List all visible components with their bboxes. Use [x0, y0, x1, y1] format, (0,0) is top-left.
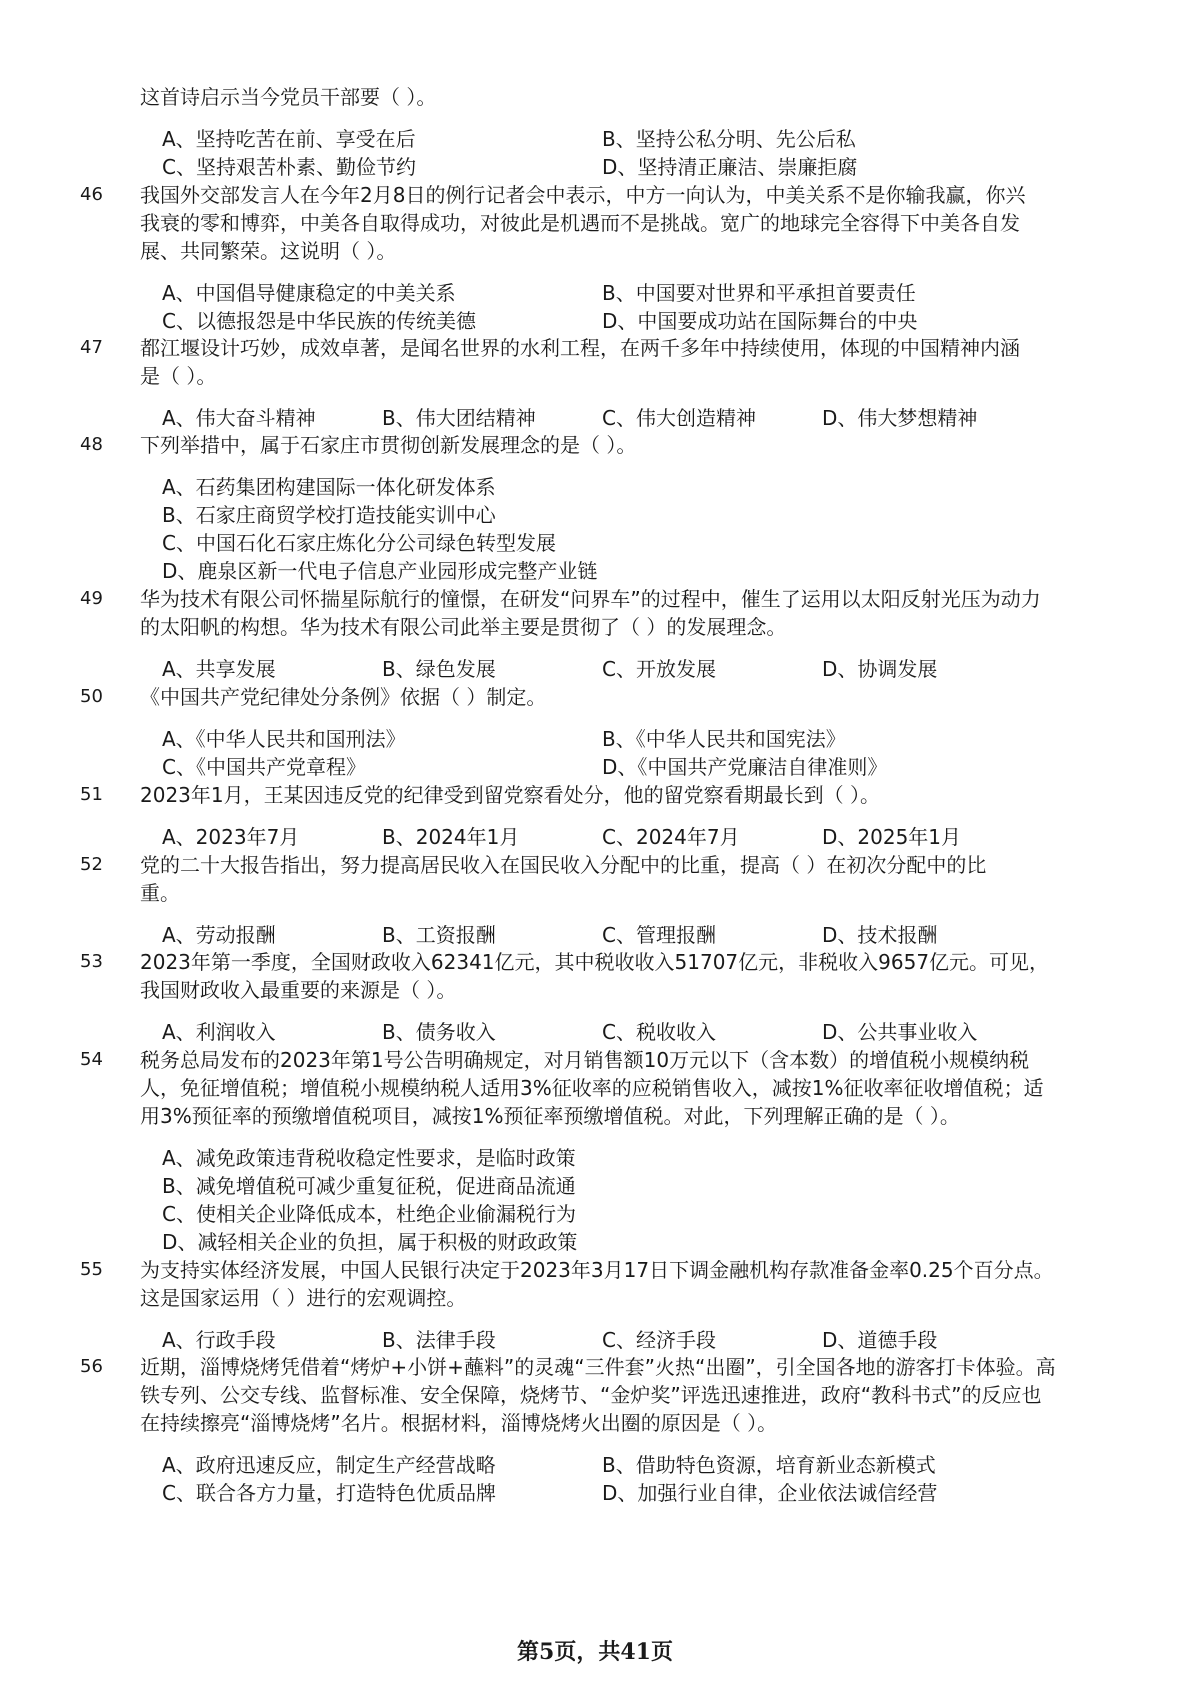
question-stem-line: 用3%预征率的预缴增值税项目，减按1%预征率预缴增值税。对此，下列理解正确的是（ ）。 [140, 1104, 960, 1128]
question-stem-line: 近期，淄博烧烤凭借着“烤炉+小饼+蘸料”的灵魂“三件套”火热“出圈”，引全国各地的游客打卡体验。高 [140, 1355, 1056, 1379]
question-stem: 这首诗启示当今党员干部要（ ）。 [140, 85, 437, 109]
option-a[interactable]: A、石药集团构建国际一体化研发体系 [162, 475, 496, 499]
question-stem-line: 人，免征增值税；增值税小规模纳税人适用3%征收率的应税销售收入，减按1%征收率征收增值税；适 [140, 1076, 1044, 1100]
option-c[interactable]: C、坚持艰苦朴素、勤俭节约 [162, 155, 416, 179]
option-b[interactable]: B、减免增值税可减少重复征税，促进商品流通 [162, 1174, 576, 1198]
option-b[interactable]: B、债务收入 [382, 1020, 496, 1044]
option-d[interactable]: D、减轻相关企业的负担，属于积极的财政政策 [162, 1230, 578, 1254]
question-stem-line: 在持续擦亮“淄博烧烤”名片。根据材料，淄博烧烤火出圈的原因是（ ）。 [140, 1411, 778, 1435]
option-d[interactable]: D、坚持清正廉洁、崇廉拒腐 [602, 155, 858, 179]
question-stem-line: 铁专列、公交专线、监督标准、安全保障，烧烤节、“金炉奖”评选迅速推进，政府“教科书式”的反应也 [140, 1383, 1042, 1407]
question-number: 53 [80, 951, 103, 972]
option-d[interactable]: D、协调发展 [822, 657, 938, 681]
option-a[interactable]: A、减免政策违背税收稳定性要求，是临时政策 [162, 1146, 576, 1170]
option-b[interactable]: B、借助特色资源，培育新业态新模式 [602, 1453, 936, 1477]
question-number: 50 [80, 686, 103, 707]
option-a[interactable]: A、中国倡导健康稳定的中美关系 [162, 281, 456, 305]
question-stem-line: 都江堰设计巧妙，成效卓著，是闻名世界的水利工程，在两千多年中持续使用，体现的中国精神内涵 [140, 336, 1020, 360]
option-d[interactable]: D、加强行业自律，企业依法诚信经营 [602, 1481, 938, 1505]
question-stem-line: 是（ ）。 [140, 364, 217, 388]
option-b[interactable]: B、工资报酬 [382, 923, 496, 947]
option-c[interactable]: C、开放发展 [602, 657, 716, 681]
question-number: 54 [80, 1049, 103, 1070]
option-b[interactable]: B、《中华人民共和国宪法》 [602, 727, 846, 751]
question-stem-line: 展、共同繁荣。这说明（ ）。 [140, 239, 397, 263]
option-a[interactable]: A、利润收入 [162, 1020, 276, 1044]
question-stem-line: 2023年1月，王某因违反党的纪律受到留党察看处分，他的留党察看期最长到（ ）。 [140, 783, 880, 807]
question-number: 51 [80, 784, 103, 805]
option-d[interactable]: D、道德手段 [822, 1328, 938, 1352]
option-c[interactable]: C、《中国共产党章程》 [162, 755, 366, 779]
question-stem-line: 《中国共产党纪律处分条例》依据（ ）制定。 [140, 685, 547, 709]
question-stem-line: 下列举措中，属于石家庄市贯彻创新发展理念的是（ ）。 [140, 433, 637, 457]
question-stem-line: 我国外交部发言人在今年2月8日的例行记者会中表示，中方一向认为，中美关系不是你输我赢，你兴 [140, 183, 1026, 207]
option-b[interactable]: B、中国要对世界和平承担首要责任 [602, 281, 916, 305]
option-b[interactable]: B、坚持公私分明、先公后私 [602, 127, 856, 151]
question-stem-line: 这是国家运用（ ）进行的宏观调控。 [140, 1286, 467, 1310]
option-a[interactable]: A、劳动报酬 [162, 923, 276, 947]
option-d[interactable]: D、技术报酬 [822, 923, 938, 947]
option-a[interactable]: A、共享发展 [162, 657, 276, 681]
question-number: 46 [80, 184, 103, 205]
option-d[interactable]: D、2025年1月 [822, 825, 962, 849]
question-number: 47 [80, 337, 103, 358]
option-d[interactable]: D、伟大梦想精神 [822, 406, 978, 430]
option-b[interactable]: B、石家庄商贸学校打造技能实训中心 [162, 503, 496, 527]
question-stem-line: 的太阳帆的构想。华为技术有限公司此举主要是贯彻了（ ）的发展理念。 [140, 615, 787, 639]
question-number: 55 [80, 1259, 103, 1280]
option-b[interactable]: B、2024年1月 [382, 825, 520, 849]
option-a[interactable]: A、坚持吃苦在前、享受在后 [162, 127, 416, 151]
option-c[interactable]: C、2024年7月 [602, 825, 740, 849]
option-d[interactable]: D、公共事业收入 [822, 1020, 978, 1044]
question-number: 49 [80, 588, 103, 609]
option-a[interactable]: A、行政手段 [162, 1328, 276, 1352]
question-stem-line: 为支持实体经济发展，中国人民银行决定于2023年3月17日下调金融机构存款准备金率0.25个百分点。 [140, 1258, 1054, 1282]
option-c[interactable]: C、经济手段 [602, 1328, 716, 1352]
option-c[interactable]: C、中国石化石家庄炼化分公司绿色转型发展 [162, 531, 556, 555]
question-number: 48 [80, 434, 103, 455]
option-c[interactable]: C、税收收入 [602, 1020, 716, 1044]
option-b[interactable]: B、绿色发展 [382, 657, 496, 681]
option-a[interactable]: A、伟大奋斗精神 [162, 406, 316, 430]
question-stem-line: 华为技术有限公司怀揣星际航行的憧憬，在研发“问界车”的过程中，催生了运用以太阳反射光压为动力 [140, 587, 1041, 611]
option-b[interactable]: B、法律手段 [382, 1328, 496, 1352]
option-b[interactable]: B、伟大团结精神 [382, 406, 536, 430]
option-d[interactable]: D、中国要成功站在国际舞台的中央 [602, 309, 918, 333]
question-stem-line: 我国财政收入最重要的来源是（ ）。 [140, 978, 457, 1002]
option-d[interactable]: D、鹿泉区新一代电子信息产业园形成完整产业链 [162, 559, 598, 583]
question-stem-line: 2023年第一季度，全国财政收入62341亿元，其中税收收入51707亿元，非税收入9657亿元。可见， [140, 950, 1050, 974]
option-c[interactable]: C、联合各方力量，打造特色优质品牌 [162, 1481, 496, 1505]
option-c[interactable]: C、使相关企业降低成本，杜绝企业偷漏税行为 [162, 1202, 576, 1226]
question-number: 52 [80, 854, 103, 875]
page-footer: 第5页，共41页 [517, 1639, 673, 1665]
option-d[interactable]: D、《中国共产党廉洁自律准则》 [602, 755, 888, 779]
option-a[interactable]: A、政府迅速反应，制定生产经营战略 [162, 1453, 496, 1477]
question-stem-line: 重。 [140, 881, 180, 905]
option-c[interactable]: C、管理报酬 [602, 923, 716, 947]
question-stem-line: 我衰的零和博弈，中美各自取得成功，对彼此是机遇而不是挑战。宽广的地球完全容得下中美各自发 [140, 211, 1020, 235]
option-c[interactable]: C、伟大创造精神 [602, 406, 756, 430]
option-a[interactable]: A、2023年7月 [162, 825, 300, 849]
question-number: 56 [80, 1356, 103, 1377]
question-stem-line: 税务总局发布的2023年第1号公告明确规定，对月销售额10万元以下（含本数）的增值税小规模纳税 [140, 1048, 1030, 1072]
option-c[interactable]: C、以德报怨是中华民族的传统美德 [162, 309, 476, 333]
question-stem-line: 党的二十大报告指出，努力提高居民收入在国民收入分配中的比重，提高（ ）在初次分配中的比 [140, 853, 987, 877]
option-a[interactable]: A、《中华人民共和国刑法》 [162, 727, 406, 751]
